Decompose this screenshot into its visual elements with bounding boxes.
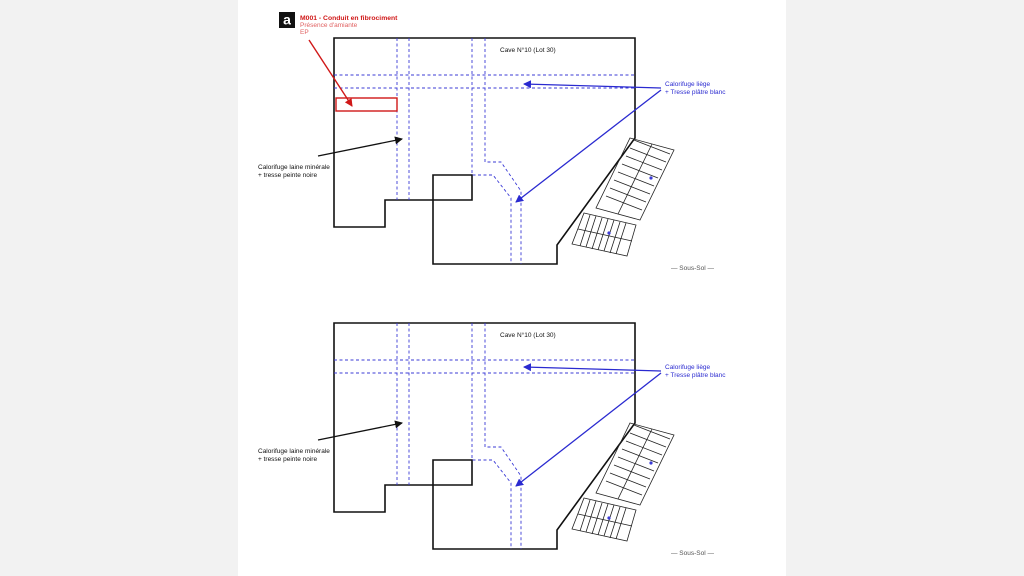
marker-arrow — [309, 40, 352, 106]
right-note-arrow-a — [524, 84, 661, 88]
left-note-arrow — [318, 423, 402, 440]
left-note-line2: + tresse peinte noire — [258, 456, 318, 463]
right-note-line1: Calorifuge liège — [665, 81, 711, 88]
marker-subtitle: Présence d'amiante — [300, 22, 358, 29]
left-note-line1: Calorifuge laine minérale — [258, 448, 330, 455]
left-note-line1: Calorifuge laine minérale — [258, 164, 330, 171]
level-label: — Sous-Sol — — [671, 550, 714, 557]
left-note-line2: + tresse peinte noire — [258, 172, 318, 179]
room-label: Cave N°10 (Lot 30) — [500, 47, 556, 54]
right-note-arrow-a — [524, 367, 661, 371]
marker-logo-letter: a — [283, 11, 291, 28]
right-note-arrow-b — [516, 373, 661, 486]
right-note-line1: Calorifuge liège — [665, 364, 711, 371]
room-label: Cave N°10 (Lot 30) — [500, 332, 556, 339]
right-note-line2: + Tresse plâtre blanc — [665, 89, 726, 96]
asbestos-zone-box — [336, 98, 397, 111]
plan-1 — [258, 12, 726, 273]
plan-1-walls — [334, 38, 674, 264]
plan-2-walls — [334, 323, 674, 549]
plan-2 — [258, 323, 726, 557]
right-note-arrow-b — [516, 90, 661, 202]
marker-title: M001 - Conduit en fibrociment — [300, 15, 398, 22]
right-note-line2: + Tresse plâtre blanc — [665, 372, 726, 379]
left-note-arrow — [318, 139, 402, 156]
marker-code: EP — [300, 29, 309, 36]
level-label: — Sous-Sol — — [671, 265, 714, 272]
